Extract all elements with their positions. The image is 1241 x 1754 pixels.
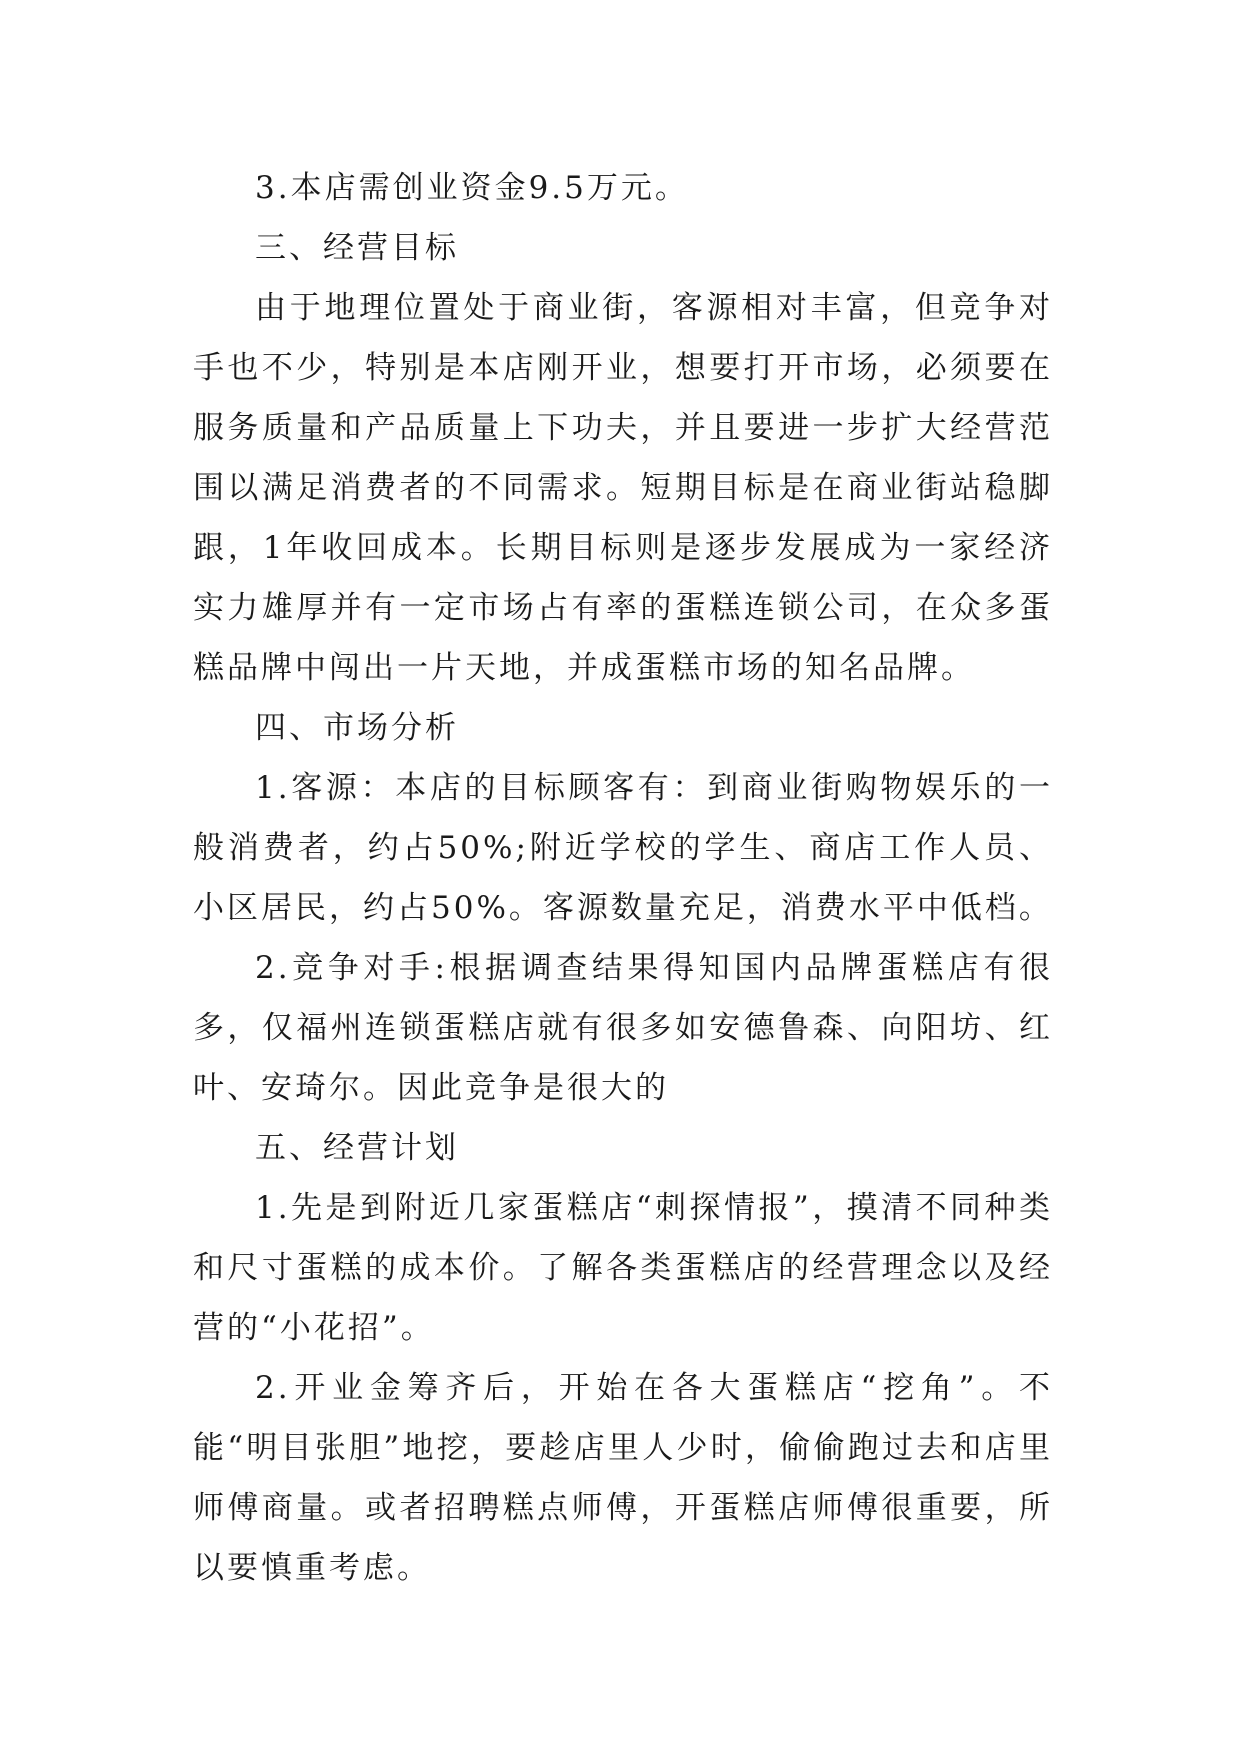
paragraph-plan-step-2: 2.开业金筹齐后，开始在各大蛋糕店“挖角”。不能“明目张胆”地挖，要趁店里人少时，偷偷跑过去和店里师傅商量。或者招聘糕点师傅，开蛋糕店师傅很重要，所以要慎重考虑。 — [193, 1370, 1053, 1586]
paragraph-competitors: 2.竞争对手:根据调查结果得知国内品牌蛋糕店有很多，仅福州连锁蛋糕店就有很多如安德鲁森、向阳坊、红叶、安琦尔。因此竞争是很大的 — [193, 950, 1053, 1106]
heading-business-plan: 五、经营计划 — [255, 1130, 459, 1166]
heading-market-analysis: 四、市场分析 — [255, 710, 459, 746]
document-body — [193, 158, 1053, 1598]
heading-business-goals: 三、经营目标 — [255, 230, 459, 266]
paragraph-business-goals: 由于地理位置处于商业街，客源相对丰富，但竞争对手也不少，特别是本店刚开业，想要打开市场，必须要在服务质量和产品质量上下功夫，并且要进一步扩大经营范围以满足消费者的不同需求。短期目标是在商业街站稳脚跟，1年收回成本。长期目标则是逐步发展成为一家经济实力雄厚并有一定市场占有率的蛋糕连锁公司，在众多蛋糕品牌中闯出一片天地，并成蛋糕市场的知名品牌。 — [193, 290, 1053, 686]
paragraph-startup-capital: 3.本店需创业资金9.5万元。 — [255, 170, 689, 206]
paragraph-plan-step-1: 1.先是到附近几家蛋糕店“刺探情报”，摸清不同种类和尺寸蛋糕的成本价。了解各类蛋糕店的经营理念以及经营的“小花招”。 — [193, 1190, 1053, 1346]
paragraph-customer-source: 1.客源：本店的目标顾客有：到商业街购物娱乐的一般消费者，约占50%;附近学校的学生、商店工作人员、小区居民，约占50%。客源数量充足，消费水平中低档。 — [193, 770, 1053, 926]
